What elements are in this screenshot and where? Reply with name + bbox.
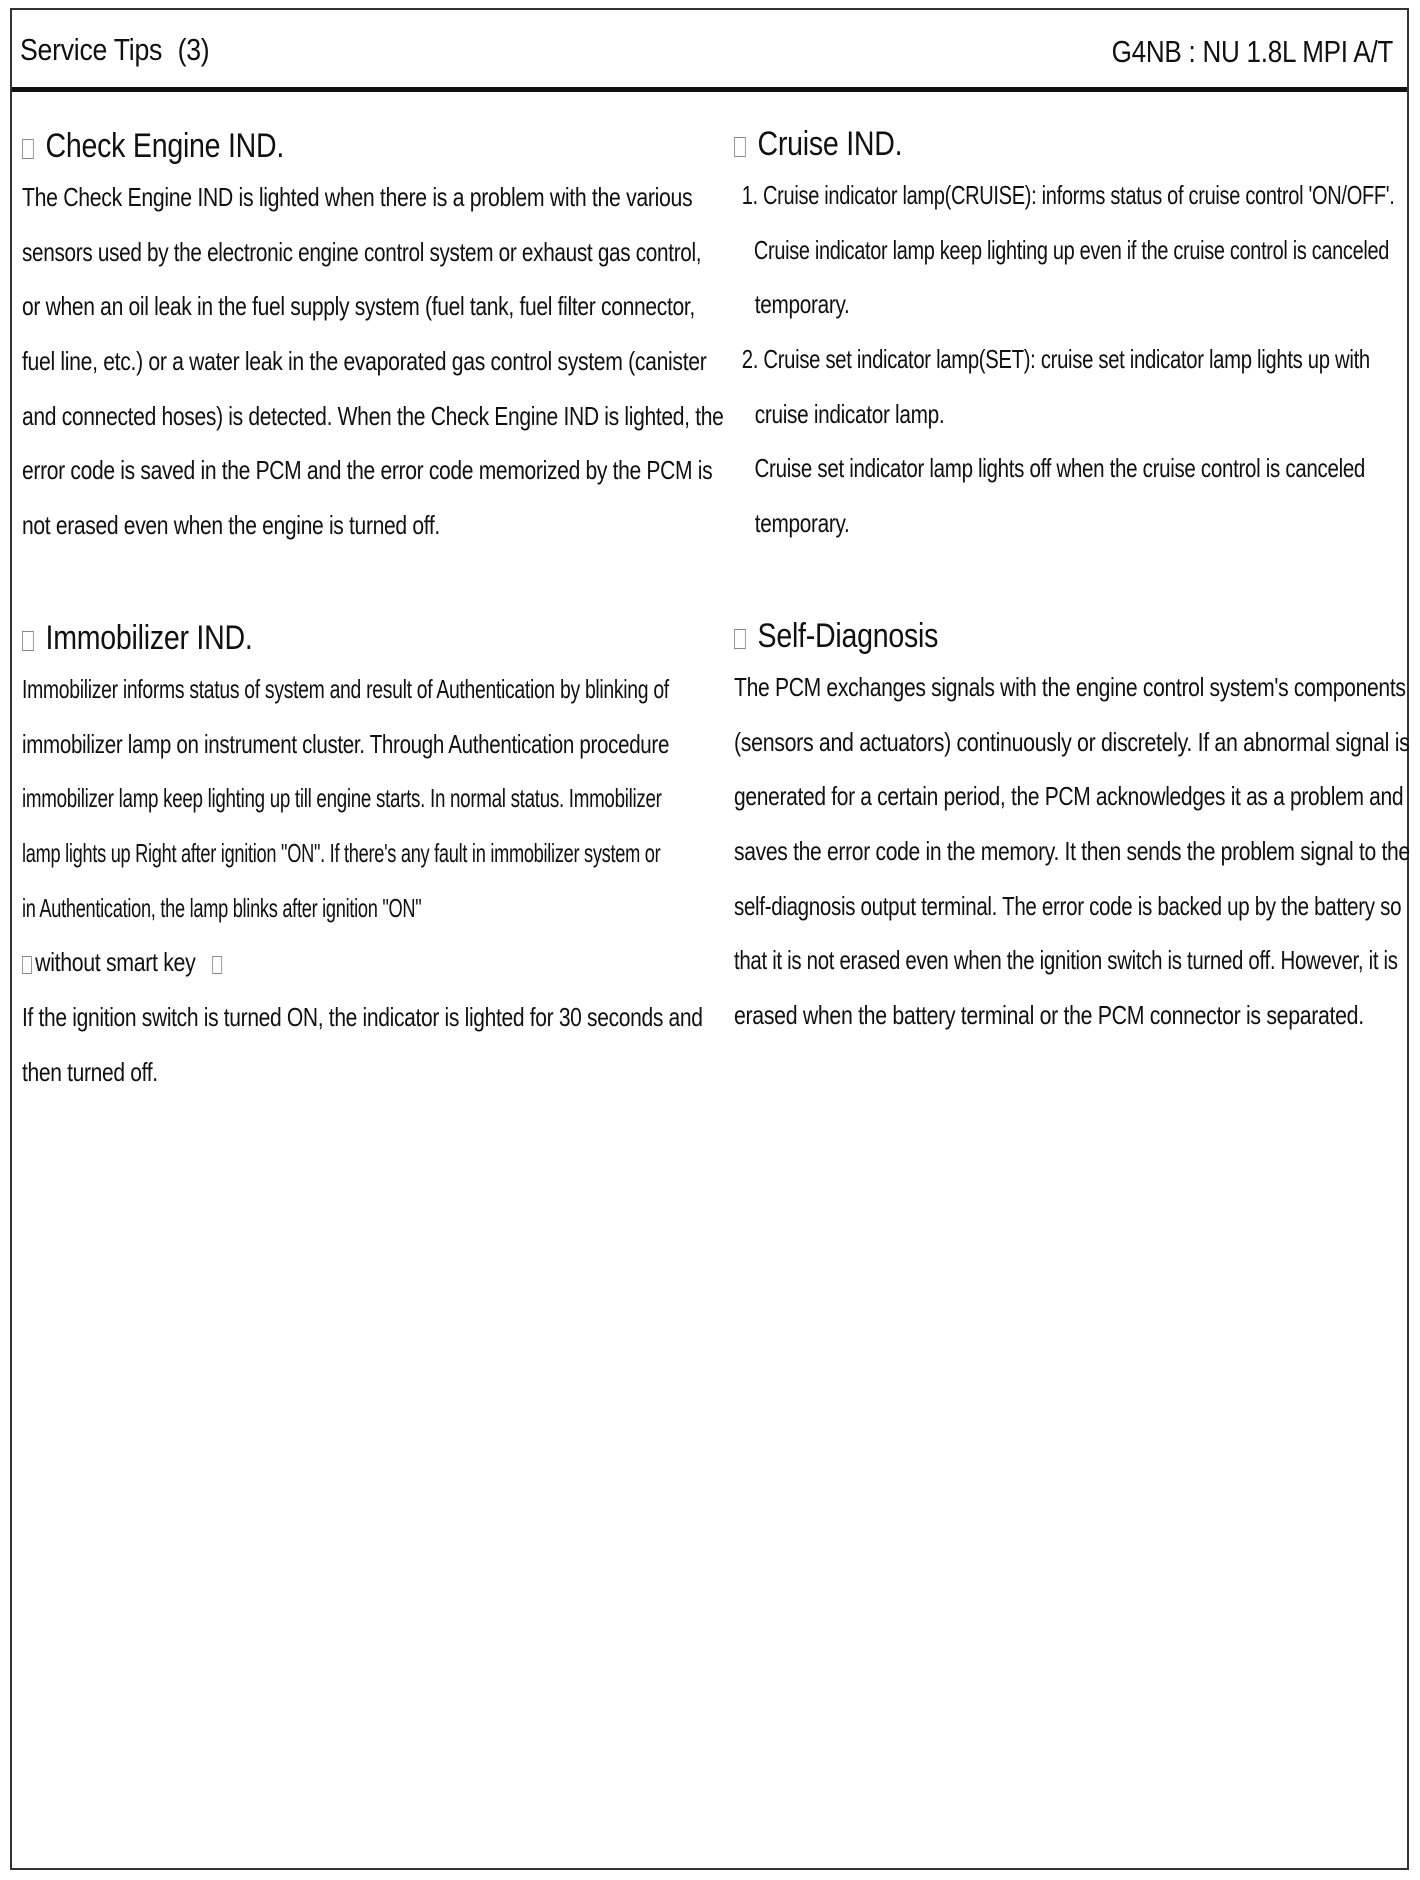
body-line: immobilizer lamp keep lighting up till engine starts. In normal status. Immobilizer: [22, 783, 662, 814]
page-frame: [10, 8, 1409, 1870]
cruise-title: Cruise IND.: [757, 125, 903, 163]
section-title: [22, 122, 595, 170]
list-item: 1. Cruise indicator lamp(CRUISE): informs status of cruise control 'ON/OFF'.: [741, 180, 1395, 210]
list-item-continuation: Cruise indicator lamp keep lighting up even if the cruise control is canceled: [753, 234, 1390, 265]
list-item-continuation: Cruise set indicator lamp lights off when the cruise control is canceled: [754, 453, 1366, 484]
section-immobilizer: [22, 614, 704, 1100]
body-line: (sensors and actuators) continuously or discretely. If an abnormal signal is: [734, 726, 1410, 757]
section-title: [734, 612, 1302, 660]
body-line: fuel line, etc.) or a water leak in the evaporated gas control system (canister: [22, 346, 707, 377]
section-title: [22, 614, 595, 662]
checkbox-bullet-icon: [22, 956, 32, 974]
engine-model-label: G4NB : NU 1.8L MPI A/T: [1111, 34, 1393, 69]
list-item-continuation: temporary.: [754, 289, 850, 320]
checkbox-bullet-icon: [734, 629, 746, 649]
body-line: generated for a certain period, the PCM acknowledges it as a problem and: [734, 781, 1404, 812]
page-number: (3): [177, 32, 210, 67]
page-header: [12, 10, 1407, 92]
body-line: Immobilizer informs status of system and result of Authentication by blinking of: [22, 674, 669, 704]
body-line: erased when the battery terminal or the PCM connector is separated.: [734, 1000, 1364, 1031]
body-line: The PCM exchanges signals with the engine control system's components: [734, 672, 1406, 702]
check-engine-title: Check Engine IND.: [45, 127, 285, 165]
section-check-engine: [22, 122, 724, 553]
checkbox-bullet-icon: [22, 139, 34, 159]
checkbox-bullet-icon: [212, 956, 222, 974]
page-title-text: Service Tips: [20, 32, 163, 67]
list-item-continuation: temporary.: [754, 508, 850, 539]
body-line: then turned off.: [22, 1056, 158, 1087]
section-cruise: [734, 120, 1410, 551]
checkbox-bullet-icon: [734, 137, 746, 157]
body-line: not erased even when the engine is turned off.: [22, 510, 440, 541]
body-line: lamp lights up Right after ignition "ON". If there's any fault in immobilizer system or: [22, 838, 661, 869]
smart-key-note: [22, 935, 581, 990]
body-line: The Check Engine IND is lighted when there is a problem with the various: [22, 182, 693, 212]
body-line: immobilizer lamp on instrument cluster. Through Authentication procedure: [22, 728, 670, 759]
body-line: and connected hoses) is detected. When the Check Engine IND is lighted, the: [22, 400, 724, 431]
body-line: sensors used by the electronic engine control system or exhaust gas control,: [22, 236, 702, 267]
section-title: [734, 120, 1302, 168]
body-line: If the ignition switch is turned ON, the indicator is lighted for 30 seconds and: [22, 1002, 703, 1033]
section-self-diagnosis: [734, 612, 1410, 1043]
body-line: or when an oil leak in the fuel supply system (fuel tank, fuel filter connector,: [22, 291, 695, 322]
body-line: error code is saved in the PCM and the error code memorized by the PCM is: [22, 455, 713, 486]
body-line: self-diagnosis output terminal. The error code is backed up by the battery so: [734, 890, 1402, 921]
list-item-continuation: cruise indicator lamp.: [754, 398, 945, 429]
immobilizer-title: Immobilizer IND.: [45, 619, 253, 657]
page-title: [20, 32, 209, 68]
smart-key-note-label: without smart key: [35, 947, 196, 978]
body-line: saves the error code in the memory. It then sends the problem signal to the: [734, 836, 1410, 867]
body-line: in Authentication, the lamp blinks after ignition "ON": [22, 892, 422, 923]
self-diagnosis-title: Self-Diagnosis: [757, 617, 939, 655]
checkbox-bullet-icon: [22, 631, 34, 651]
list-item: 2. Cruise set indicator lamp(SET): cruise set indicator lamp lights up with: [741, 344, 1370, 375]
body-line: that it is not erased even when the ignition switch is turned off. However, it is: [734, 945, 1398, 976]
